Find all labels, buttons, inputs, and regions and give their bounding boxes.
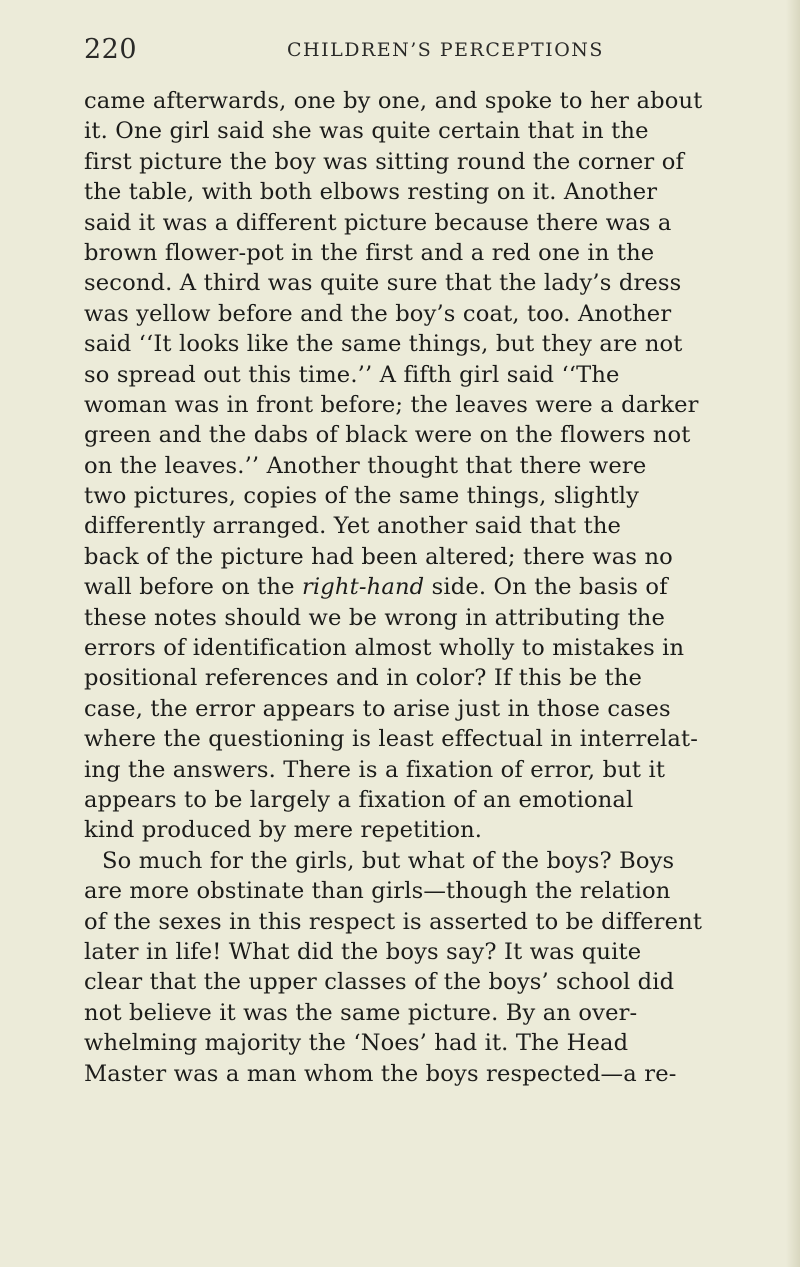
text-line: errors of identification almost wholly to mistakes in (84, 635, 685, 662)
paragraph-first-line: So much for the girls, but what of the boys? Boys (102, 847, 675, 874)
text-line: these notes should we be wrong in attributing the (84, 604, 666, 631)
text-line: brown flower-pot in the first and a red one in the (84, 239, 655, 266)
page-number: 220 (84, 34, 138, 65)
text-line: second. A third was quite sure that the lady’s dress (84, 270, 682, 297)
text-line: green and the dabs of black were on the flowers not (84, 422, 691, 449)
text-line: whelming majority the ‘Noes’ had it. The Head (84, 1030, 629, 1057)
text-line: where the questioning is least effectual in interrelat- (84, 726, 699, 753)
text-line: clear that the upper classes of the boys’ school did (84, 969, 675, 996)
text-line: first picture the boy was sitting round the corner of (84, 148, 684, 175)
text-line: positional references and in color? If this be the (84, 665, 643, 692)
text-line: it. One girl said she was quite certain that in the (84, 118, 649, 145)
text-line: differently arranged. Yet another said that the (84, 513, 622, 540)
text-line: two pictures, copies of the same things, slightly (84, 483, 640, 510)
text-line: of the sexes in this respect is asserted to be different (84, 908, 703, 935)
text-line: so spread out this time.’’ A fifth girl said ‘‘The (84, 361, 620, 388)
text-line: back of the picture had been altered; there was no (84, 543, 673, 570)
text-line: on the leaves.’’ Another thought that there were (84, 452, 647, 479)
running-title: CHILDREN’S PERCEPTIONS (287, 39, 604, 61)
text-line: the table, with both elbows resting on it. Another (84, 179, 658, 206)
text-line: was yellow before and the boy’s coat, too. Another (84, 300, 672, 327)
text-line: ing the answers. There is a fixation of error, but it (84, 756, 666, 783)
text-line-with-italic (84, 572, 789, 602)
text-line: kind produced by mere repetition. (84, 817, 483, 844)
text-line: came afterwards, one by one, and spoke to her about (84, 88, 703, 114)
text-line: case, the error appears to arise just in those cases (84, 695, 671, 722)
text-fragment: wall before on the (84, 574, 302, 601)
text-line: are more obstinate than girls—though the relation (84, 878, 671, 905)
running-head (84, 32, 724, 68)
text-line: not believe it was the same picture. By an over- (84, 999, 638, 1026)
text-fragment: side. On the basis of (424, 574, 668, 601)
body-text (84, 86, 789, 1089)
text-line: appears to be largely a fixation of an emotional (84, 786, 634, 813)
text-line: woman was in front before; the leaves were a darker (84, 391, 699, 418)
text-line: said ‘‘It looks like the same things, but they are not (84, 331, 683, 358)
italic-phrase: right-hand (301, 574, 425, 601)
text-line: said it was a different picture because there was a (84, 209, 672, 236)
text-line: later in life! What did the boys say? It was quite (84, 938, 642, 965)
text-line: Master was a man whom the boys respected—a re- (84, 1060, 677, 1087)
